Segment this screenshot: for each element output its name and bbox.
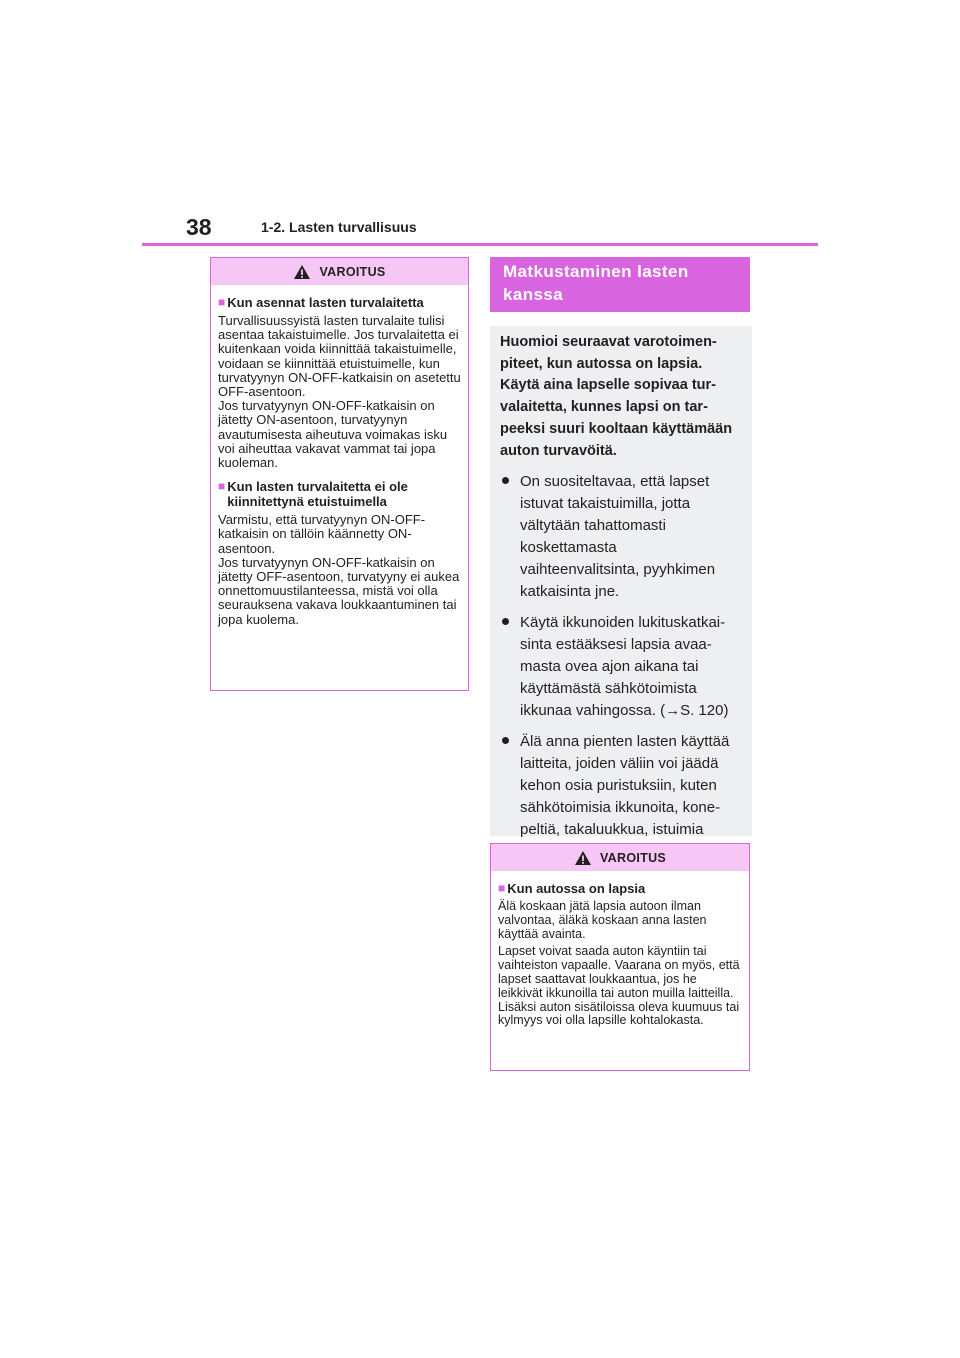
warning-paragraph: Lapset voivat saada auton käyntiin tai vaihteiston vapaalle. Vaarana on myös, että lapset saattavat loukkaantua, jos he leikkivät ikkunoilla tai auton muilla laitteilla. Lisäksi auton sisätiloissa oleva kuumuus tai kylmyys voi olla lapsille kohtalokasta.: [498, 944, 740, 1028]
warning-paragraph: Jos turvatyynyn ON-OFF-katkaisin on jätetty OFF-asentoon, turvatyyny ei aukea onnettomuustilanteessa, mistä voi olla seurauksena vakava loukkaantuminen tai jopa kuolema.: [218, 554, 460, 627]
warning-subheading: [218, 295, 461, 310]
warning-subheading-text: Kun lasten turvalaitetta ei ole kiinnitettynä etuistuimella: [227, 479, 408, 510]
warning-paragraph: Varmistu, että turvatyynyn ON-OFF-katkaisin on tällöin käännetty ON-asentoon.: [218, 512, 426, 556]
warning-triangle-icon: [293, 264, 311, 280]
square-bullet-icon: ■: [218, 479, 226, 494]
list-item-text: Älä anna pienten lasten käyttää laitteita, joiden väliin voi jäädä kehon osia puristuksiin, kuten sähkötoimisia ikkunoita, konepeltiä, takaluukkua, istuimia: [520, 733, 730, 839]
warning-title: VAROITUS: [319, 264, 386, 279]
warning-subheading-text: Kun autossa on lapsia: [507, 881, 646, 896]
page-number: 38: [186, 214, 212, 240]
bullet-icon: [500, 612, 520, 722]
warning-triangle-icon: [574, 850, 592, 866]
info-list: [500, 471, 742, 863]
bullet-icon: [500, 471, 520, 603]
square-bullet-icon: ■: [218, 295, 226, 309]
square-bullet-icon: ■: [498, 881, 506, 895]
list-item: [500, 471, 742, 603]
warning-title: VAROITUS: [599, 850, 667, 865]
info-intro: Huomioi seuraavat varotoimenpiteet, kun autossa on lapsia. Käytä aina lapselle sopivaa turvalaitetta, kunnes lapsi on tarpeeksi suuri kooltaan käyttämään auton turvavöitä.: [500, 334, 733, 459]
section-banner: Matkustaminen lasten kanssa: [490, 257, 750, 312]
warning-subheading-text: Kun asennat lasten turvalaitetta: [227, 295, 424, 310]
list-item: [500, 612, 742, 722]
warning-subheading: [218, 479, 461, 509]
info-box: [490, 326, 752, 839]
warning-subheading: [498, 881, 742, 896]
warning-paragraph: Turvallisuussyistä lasten turvalaite tulisi asentaa takaistuimelle. Jos turvalaitetta ei kuitenkaan voida kiinnittää takaistuimelle, voidaan se kiinnittää etuistuimelle, kun turvatyynyn ON-OFF-katkaisin on asetettu OFF-asentoon.: [218, 313, 461, 400]
list-item-text: On suositeltavaa, että lapset istuvat takaistuimilla, jotta vältytään tahattomasti koskettamasta vaihteenvalitsinta, pyyhkimen katkaisinta jne.: [520, 473, 716, 601]
section-title: 1-2. Lasten turvallisuus: [261, 219, 417, 235]
warning-paragraph: Älä koskaan jätä lapsia autoon ilman valvontaa, äläkä koskaan anna lasten käyttää avainta.: [498, 899, 707, 941]
header-divider: [142, 243, 818, 246]
list-item-text: Käytä ikkunoiden lukituskatkaisinta estääksesi lapsia avaamasta ovea ajon aikana tai käyttämästä sähkötoimista ikkunaa vahingossa. (→S. 120): [520, 614, 729, 720]
warning-paragraph: Jos turvatyynyn ON-OFF-katkaisin on jätetty ON-asentoon, turvatyynyn avautumisesta aiheutuva voimakas isku voi aiheuttaa vakavat vammat tai jopa kuoleman.: [218, 398, 448, 471]
warning-box: [490, 843, 750, 1071]
warning-header: [491, 844, 749, 871]
warning-box: [210, 257, 469, 691]
warning-header: [211, 258, 468, 285]
